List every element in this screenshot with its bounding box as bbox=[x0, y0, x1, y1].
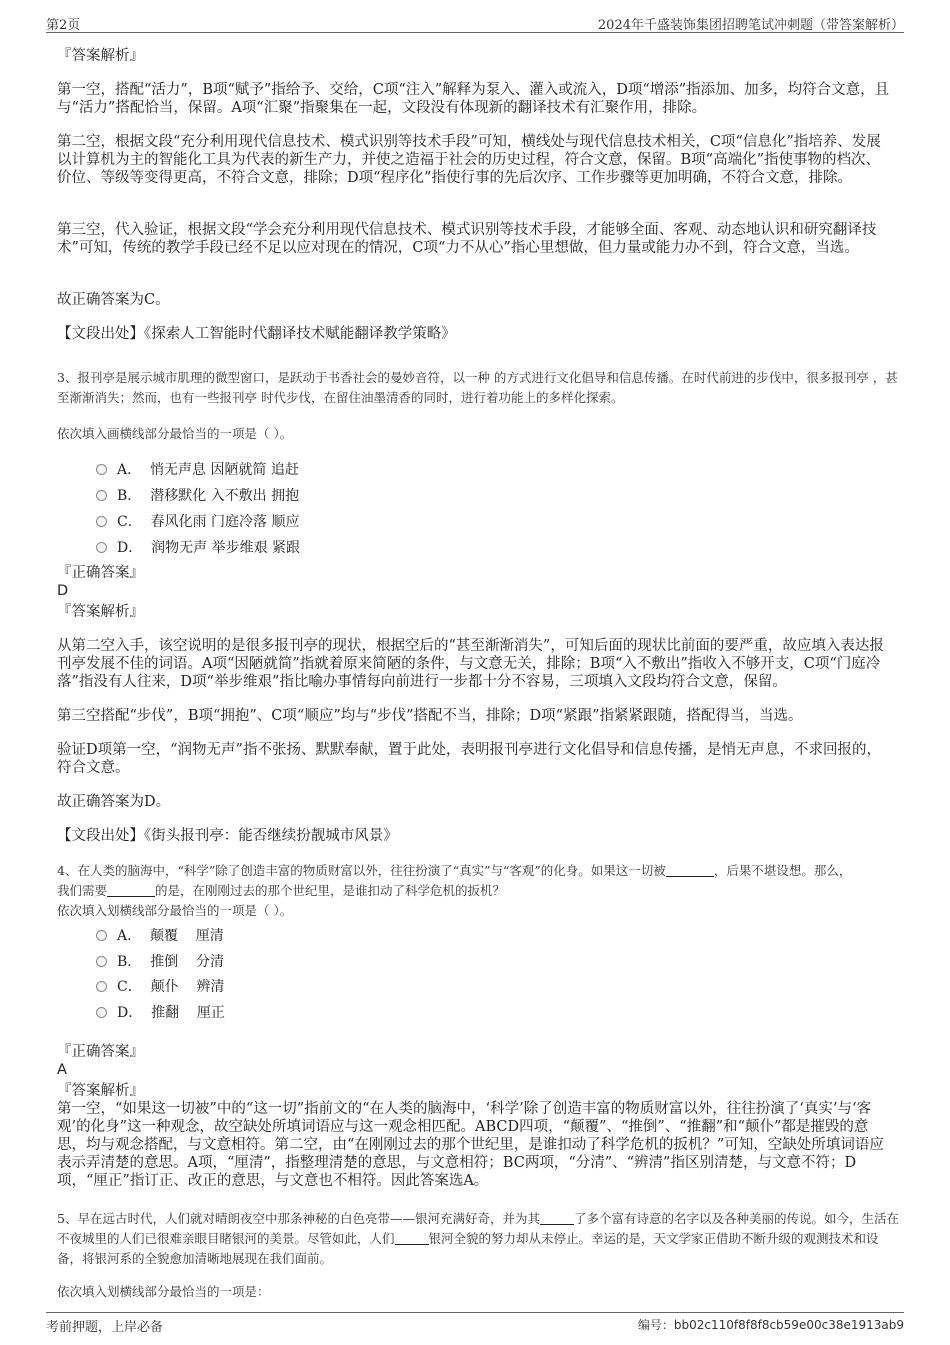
footer-slogan: 考前押题，上岸必备 bbox=[46, 1320, 164, 1335]
page-footer bbox=[46, 1312, 904, 1335]
q4-analysis-label: 『答案解析』 bbox=[57, 1083, 144, 1099]
document-title: 2024年千盛装饰集团招聘笔试冲刺题（带答案解析） bbox=[597, 18, 904, 33]
radio-icon[interactable] bbox=[96, 930, 107, 941]
q4-option-b[interactable]: B． 推倒 分清 bbox=[96, 951, 224, 971]
blank-line bbox=[107, 884, 155, 897]
q3-option-d[interactable]: D． 润物无声 举步维艰 紧跟 bbox=[96, 537, 300, 557]
q3-option-b[interactable]: B． 潜移默化 入不敷出 拥抱 bbox=[96, 485, 299, 505]
radio-icon[interactable] bbox=[96, 516, 107, 527]
q2-analysis-p1: 第一空，搭配“活力”，B项“赋予”指给予、交给，C项“注入”解释为泵入、灌入或流入，D项“增添”指添加、加多，均符合文意，且与“活力”搭配恰当，保留。A项“汇聚”指聚集在一起，文段没有体现新的翻译技术有汇聚作用，排除。 bbox=[57, 82, 890, 116]
q5-stem: 5、早在远古时代，人们就对晴朗夜空中那条神秘的白色亮带——银河充满好奇，并为其 了多个富有诗意的名字以及各种美丽的传说。如今，生活在不夜城里的人们已很难亲眼目睹银河的美景。尽管如此，人们 银河全貌的努力却从未停止。幸运的是，天文学家正借助不断升级的观测技术和设备，将银河系的全貌愈加清晰地展现在我们面前。 bbox=[57, 1211, 899, 1266]
radio-icon[interactable] bbox=[96, 1007, 107, 1018]
q4-instruction: 依次填入划横线部分最恰当的一项是（ ）。 bbox=[57, 903, 293, 918]
page-header bbox=[46, 14, 904, 33]
q3-option-a[interactable]: A． 悄无声息 因陋就简 追赶 bbox=[96, 459, 299, 479]
q2-analysis-p2: 第二空，根据文段“充分利用现代信息技术、模式识别等技术手段”可知，横线处与现代信息技术相关，C项“信息化”指培养、发展以计算机为主的智能化工具为代表的新生产力，并使之造福于社会的历史过程，符合文意，保留。B项“高端化”指使事物的档次、价位、等级等变得更高，不符合文意，排除；D项“程序化”指使行事的先后次序、工作步骤等更加明确，不符合文意，排除。 bbox=[57, 134, 881, 186]
q3-analysis-p3: 验证D项第一空，“润物无声”指不张扬、默默奉献，置于此处，表明报刊亭进行文化倡导和信息传播，是悄无声息，不求回报的，符合文意。 bbox=[57, 742, 881, 776]
q5-instruction: 依次填入划横线部分最恰当的一项是： bbox=[57, 1284, 270, 1299]
radio-icon[interactable] bbox=[96, 490, 107, 501]
q3-analysis-label: 『答案解析』 bbox=[57, 604, 144, 620]
q4-option-a[interactable]: A． 颠覆 厘清 bbox=[96, 925, 224, 945]
radio-icon[interactable] bbox=[96, 981, 107, 992]
q3-stem: 3、报刊亭是展示城市肌理的微型窗口，是跃动于书香社会的曼妙音符，以一种 的方式进行文化倡导和信息传播。在时代前进的步伐中，很多报刊亭 ，甚至渐渐消失；然而，也有一些报刊亭 时代步伐，在留住油墨清香的同时，进行着功能上的多样化探索。 bbox=[57, 370, 898, 405]
q4-stem: 4、在人类的脑海中，“科学”除了创造丰富的物质财富以外，往往扮演了“真实”与“客观”的化身。如果这一切被 ，后果不堪设想。那么， 我们需要 的是，在刚刚过去的那个世纪里，是谁扣动了科学危机的扳机？ bbox=[57, 863, 852, 898]
q4-option-c[interactable]: C． 颠仆 辨清 bbox=[96, 976, 224, 996]
q2-analysis-p3: 第三空，代入验证，根据文段“学会充分利用现代信息技术、模式识别等技术手段，才能够全面、客观、动态地认识和研究翻译技术”可知，传统的教学手段已经不足以应对现在的情况，C项“力不从心”指心里想做，但力量或能力办不到，符合文意，当选。 bbox=[57, 222, 877, 256]
q4-option-d[interactable]: D． 推翻 厘正 bbox=[96, 1002, 225, 1022]
page-number: 第2页 bbox=[46, 18, 81, 33]
q3-analysis-p2: 第三空搭配“步伐”，B项“拥抱”、C项“顺应”均与“步伐”搭配不当，排除；D项“紧跟”指紧紧跟随，搭配得当，当选。 bbox=[57, 708, 803, 724]
blank-line bbox=[666, 864, 714, 877]
q3-analysis-p1: 从第二空入手，该空说明的是很多报刊亭的现状，根据空后的“甚至渐渐消失”，可知后面的现状比前面的要严重，故应填入表达报刊亭发展不佳的词语。A项“因陋就简”指就着原来简陋的条件，与文意无关，排除；B项“入不敷出”指收入不够开支，C项“门庭冷落”指没有人往来，D项“举步维艰”指比喻办事情每向前进行一步都十分不容易，三项填入文段均符合文意，保留。 bbox=[57, 638, 884, 690]
q3-conclusion: 故正确答案为D。 bbox=[57, 794, 171, 810]
q4-answer-label: 『正确答案』 bbox=[57, 1044, 144, 1060]
q3-instruction: 依次填入画横线部分最恰当的一项是（ ）。 bbox=[57, 426, 293, 441]
blank-line bbox=[395, 1232, 429, 1245]
document-id: 编号：bb02c110f8f8f8cb59e00c38e1913ab9 bbox=[637, 1318, 904, 1332]
q2-analysis-label: 『答案解析』 bbox=[57, 48, 144, 64]
q4-answer: A bbox=[57, 1062, 67, 1078]
radio-icon[interactable] bbox=[96, 542, 107, 553]
q4-analysis: 第一空，“如果这一切被”中的“这一切”指前文的“在人类的脑海中，‘科学’除了创造丰富的物质财富以外，往往扮演了‘真实’与‘客观’的化身”这一种观念，故空缺处所填词语应与这一观念相匹配。ABCD四项，“颠覆”、“推倒”、“推翻”和“颠仆”都是摧毁的意思，均与观念搭配，与文意相符。第二空，由“在刚刚过去的那个世纪里，是谁扣动了科学危机的扳机？”可知，空缺处所填词语应表示弄清楚的意思。A项，“厘清”，指整理清楚的意思，与文意相符；BC两项，“分清”、“辨清”指区别清楚，与文意不符；D项，“厘正”指订正、改正的意思，与文意也不相符。因此答案选A。 bbox=[57, 1101, 884, 1189]
blank-line bbox=[540, 1212, 574, 1225]
q2-source: 【文段出处】《探索人工智能时代翻译技术赋能翻译教学策略》 bbox=[57, 326, 456, 342]
radio-icon[interactable] bbox=[96, 464, 107, 475]
q3-answer: D bbox=[57, 583, 69, 599]
q3-answer-label: 『正确答案』 bbox=[57, 565, 144, 581]
q3-source: 【文段出处】《街头报刊亭：能否继续扮靓城市风景》 bbox=[57, 828, 398, 844]
q2-conclusion: 故正确答案为C。 bbox=[57, 292, 170, 308]
q3-option-c[interactable]: C． 春风化雨 门庭冷落 顺应 bbox=[96, 511, 300, 531]
radio-icon[interactable] bbox=[96, 956, 107, 967]
